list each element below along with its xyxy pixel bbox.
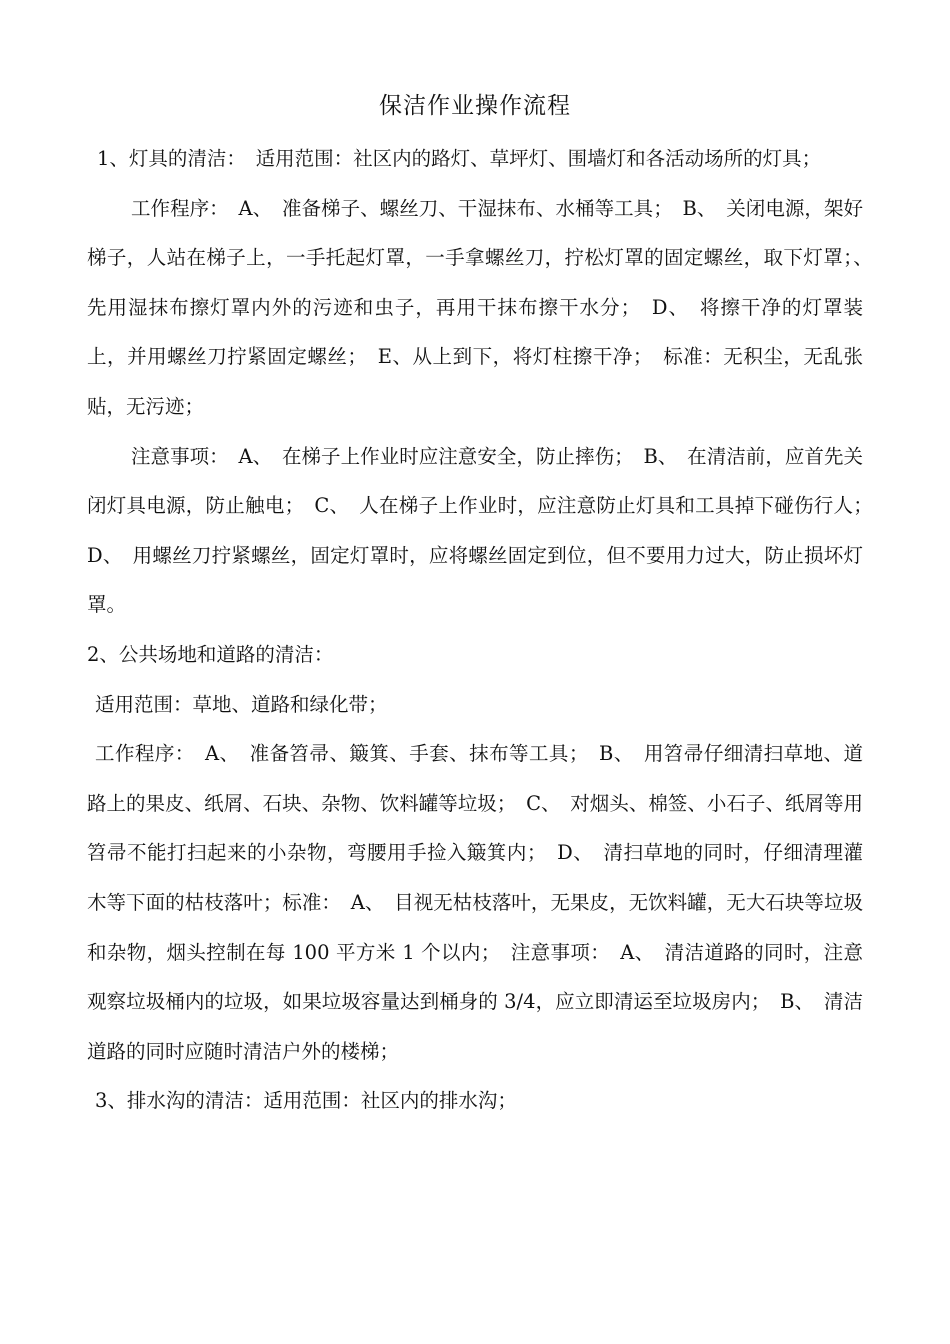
section-1-procedure: 工作程序： A、 准备梯子、螺丝刀、干湿抹布、水桶等工具； B、 关闭电源，架好梯子，人站在梯子上，一手托起灯罩，一手拿螺丝刀，拧松灯罩的固定螺丝，取下灯罩；、 先用湿抹布擦灯罩内外的污迹和虫子，再用干抹布擦干水分； D、 将擦干净的灯罩装上，并用螺丝刀拧紧固定螺丝； E、从上到下，将灯柱擦干净； 标准：无积尘，无乱张贴，无污迹； — [87, 196, 883, 418]
document-page — [87, 88, 883, 1126]
section-3-heading: 3、排水沟的清洁：适用范围：社区内的排水沟； — [95, 1089, 517, 1113]
section-2-heading: 2、公共场地和道路的清洁： — [87, 642, 334, 666]
section-2-scope: 适用范围：草地、道路和绿化带； — [95, 692, 388, 716]
section-2-procedure: 工作程序： A、 准备笤帚、簸箕、手套、抹布等工具； B、 用笤帚仔细清扫草地、道路上的果皮、纸屑、石块、杂物、饮料罐等垃圾； C、 对烟头、棉签、小石子、纸屑等用笤帚不能打扫起来的小杂物，弯腰用手捡入簸箕内； D、 清扫草地的同时，仔细清理灌木等下面的枯枝落叶；标准： A、 目视无枯枝落叶，无果皮，无饮料罐，无大石块等垃圾和杂物，烟头控制在每 100 平方米 1 个以内； 注意事项： A、 清洁道路的同时，注意观察垃圾桶内的垃圾，如果垃圾容量达到桶身的 3/4，应立即清运至垃圾房内； B、 清洁道路的同时应随时清洁户外的楼梯； — [87, 742, 863, 1063]
section-1-heading: 1、灯具的清洁： 适用范围：社区内的路灯、草坪灯、围墙灯和各活动场所的灯具； — [97, 147, 822, 170]
section-1-precautions: 注意事项： A、 在梯子上作业时应注意安全，防止摔伤； B、 在清洁前，应首先关闭灯具电源，防止触电； C、 人在梯子上作业时，应注意防止灯具和工具掉下碰伤行人； D、 用螺丝刀拧紧螺丝，固定灯罩时，应将螺丝固定到位，但不要用力过大，防止损坏灯罩。 — [87, 444, 883, 617]
document-title: 保洁作业操作流程 — [379, 93, 571, 119]
